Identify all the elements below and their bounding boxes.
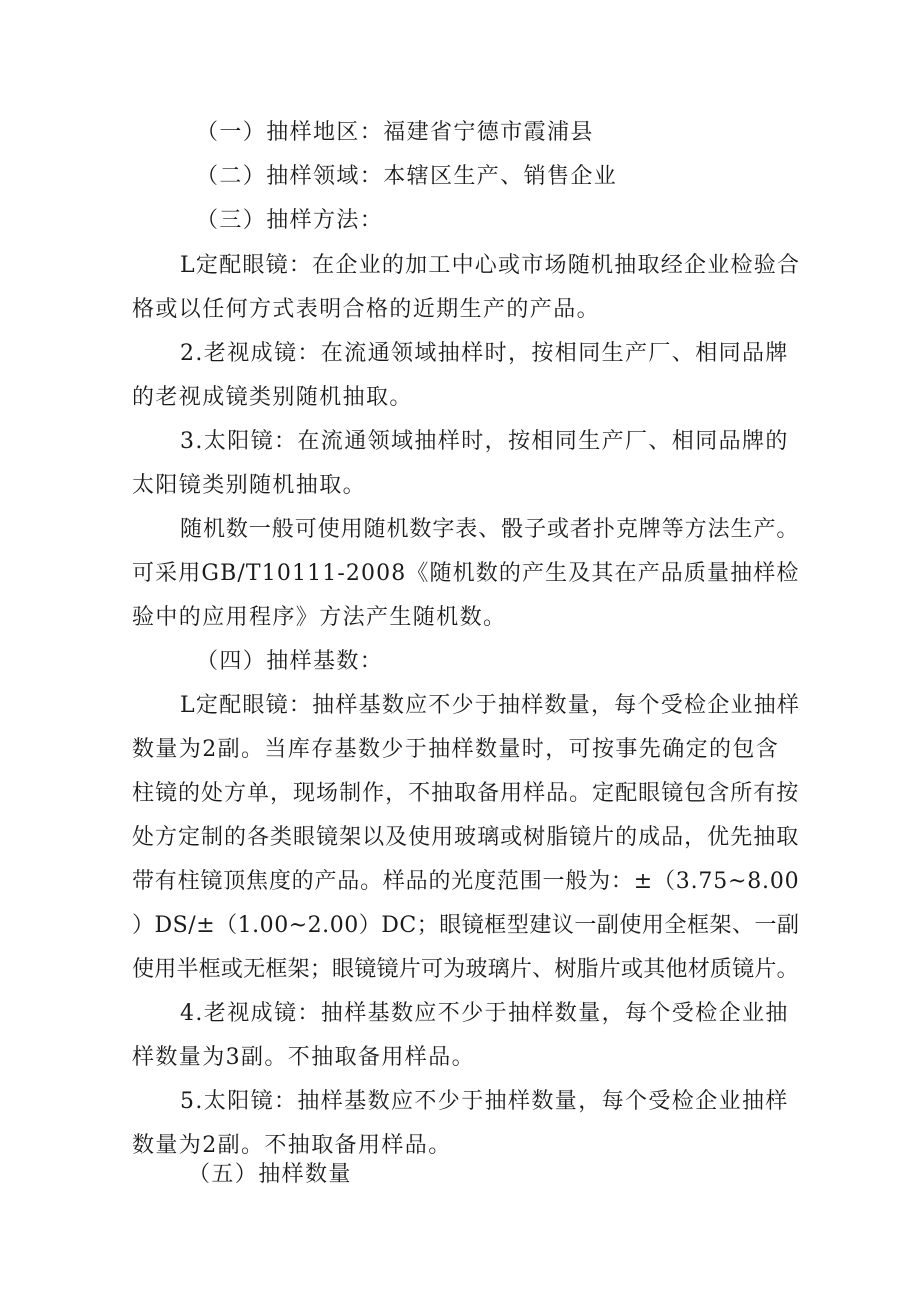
method-item-1: L定配眼镜：在企业的加工中心或市场随机抽取经企业检验合 [180,253,801,278]
method-item-2-cont: 的老视成镜类别随机抽取。 [132,385,413,410]
base-item-5: 5.太阳镜：抽样基数应不少于抽样数量，每个受检企业抽样 [180,1089,789,1114]
base-item-1-cont-4: 带有柱镜顶焦度的产品。样品的光度范围一般为：±（3.75~8.00 [132,869,800,894]
base-item-1-cont-6: 使用半框或无框架；眼镜镜片可为玻璃片、树脂片或其他材质镜片。 [132,957,799,982]
method-item-3-cont: 太阳镜类别随机抽取。 [132,473,367,498]
section-field: （二）抽样领域：本辖区生产、销售企业 [196,164,618,189]
section-quantity-heading: （五）抽样数量 [188,1162,352,1187]
base-item-1: L定配眼镜：抽样基数应不少于抽样数量，每个受检企业抽样 [180,693,801,718]
method-item-1-cont: 格或以任何方式表明合格的近期生产的产品。 [132,297,601,322]
section-method-heading: （三）抽样方法： [196,208,384,233]
random-paragraph-cont-1: 可采用GB/T10111-2008《随机数的产生及其在产品质量抽样检 [132,561,800,586]
base-item-1-cont-1: 数量为2副。当库存基数少于抽样数量时，可按事先确定的包含 [132,737,780,762]
base-item-4: 4.老视成镜：抽样基数应不少于抽样数量，每个受检企业抽 [180,1001,789,1026]
base-item-1-cont-3: 处方定制的各类眼镜架以及使用玻璃或树脂镜片的成品，优先抽取 [132,825,800,850]
section-base-heading: （四）抽样基数： [196,649,384,674]
base-item-1-cont-5: ）DS/±（1.00~2.00）DC；眼镜框型建议一副使用全框架、一副 [132,913,800,938]
base-item-1-cont-2: 柱镜的处方单，现场制作，不抽取备用样品。定配眼镜包含所有按 [132,781,800,806]
method-item-3: 3.太阳镜：在流通领域抽样时，按相同生产厂、相同品牌的 [180,429,789,454]
random-paragraph-cont-2: 验中的应用程序》方法产生随机数。 [132,605,507,630]
section-area: （一）抽样地区：福建省宁德市霞浦县 [196,120,594,145]
base-item-5-cont: 数量为2副。不抽取备用样品。 [132,1133,452,1158]
base-item-4-cont: 样数量为3副。不抽取备用样品。 [132,1045,475,1070]
random-paragraph: 随机数一般可使用随机数字表、骰子或者扑克牌等方法生产。 [180,517,800,542]
method-item-2: 2.老视成镜：在流通领域抽样时，按相同生产厂、相同品牌 [180,341,789,366]
